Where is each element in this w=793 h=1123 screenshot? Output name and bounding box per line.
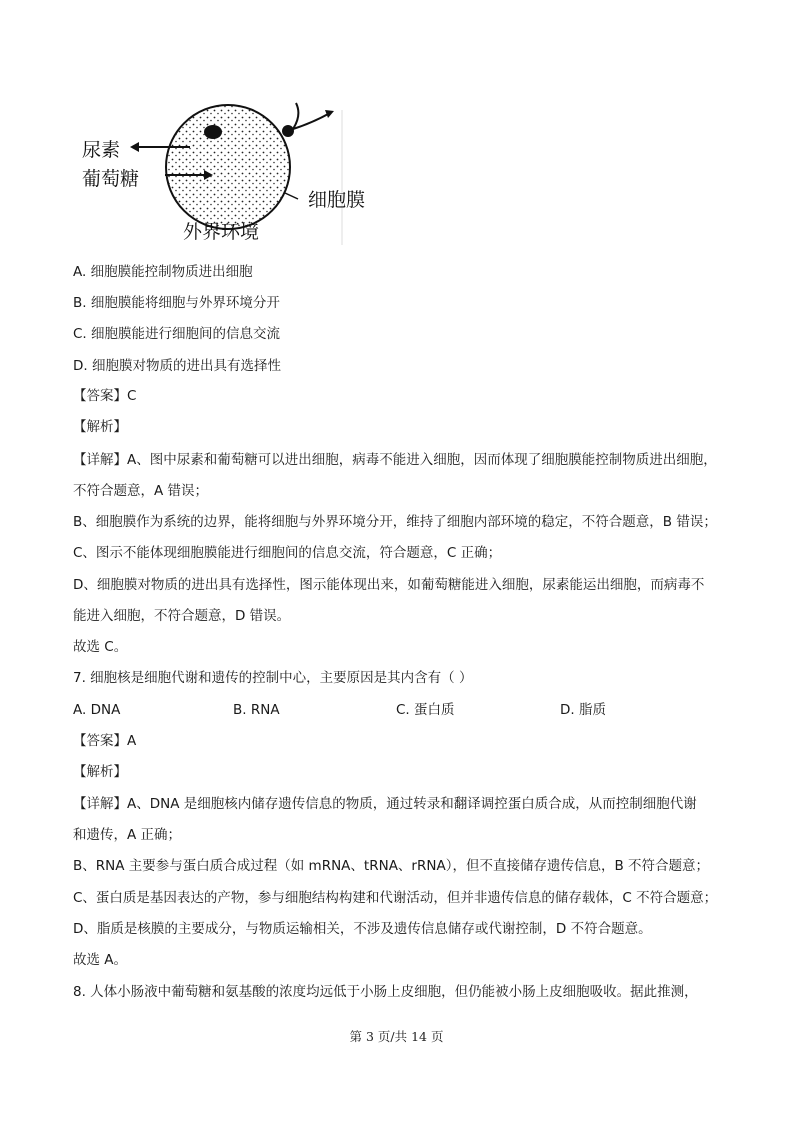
urea-arrow-head (130, 142, 139, 152)
label-glucose: 葡萄糖 (82, 168, 140, 190)
label-membrane: 细胞膜 (308, 189, 366, 211)
q6-analysis-heading: 【解析】 (73, 419, 127, 435)
q7-analysis-heading: 【解析】 (73, 764, 127, 780)
q6-detail-line: 不符合题意，A 错误； (73, 483, 209, 499)
q7-detail-line: 【详解】A、DNA 是细胞核内储存遗传信息的物质，通过转录和翻译调控蛋白质合成，从而控制细胞代谢 (73, 796, 697, 812)
q7-detail-line: C、蛋白质是基因表达的产物，参与细胞结构构建和代谢活动，但并非遗传信息的储存载体，C 不符合题意； (73, 890, 718, 906)
nucleus (204, 125, 222, 139)
q6-option-b: B. 细胞膜能将细胞与外界环境分开 (73, 295, 280, 311)
cell-body (166, 105, 290, 229)
q6-answer: 【答案】C (73, 388, 137, 404)
q6-detail-line: D、细胞膜对物质的进出具有选择性，图示能体现出来，如葡萄糖能进入细胞，尿素能运出细胞，而病毒不 (73, 577, 705, 593)
label-environment: 外界环境 (183, 221, 260, 243)
q6-detail-line: 【详解】A、图中尿素和葡萄糖可以进出细胞，病毒不能进入细胞，因而体现了细胞膜能控制物质进出细胞， (73, 452, 717, 468)
cell-membrane-figure (80, 95, 370, 250)
q7-option-d: D. 脂质 (560, 702, 606, 718)
q6-option-c: C. 细胞膜能进行细胞间的信息交流 (73, 326, 281, 342)
q7-stem: 7. 细胞核是细胞代谢和遗传的控制中心，主要原因是其内含有（ ） (73, 670, 473, 686)
q7-detail-line: 和遗传，A 正确； (73, 827, 182, 843)
page-footer: 第 3 页/共 14 页 (349, 1029, 444, 1044)
q7-conclusion: 故选 A。 (73, 952, 128, 968)
q6-detail-line: C、图示不能体现细胞膜能进行细胞间的信息交流，符合题意，C 正确； (73, 545, 502, 561)
q7-answer: 【答案】A (73, 733, 137, 749)
q7-option-b: B. RNA (233, 702, 280, 718)
q6-detail-line: B、细胞膜作为系统的边界，能将细胞与外界环境分开，维持了细胞内部环境的稳定，不符合题意，B 错误； (73, 514, 717, 530)
virus (282, 125, 294, 137)
q7-option-a: A. DNA (73, 702, 121, 718)
q7-detail-line: D、脂质是核膜的主要成分，与物质运输相关，不涉及遗传信息储存或代谢控制，D 不符合题意。 (73, 921, 652, 937)
q7-option-c: C. 蛋白质 (396, 702, 455, 718)
q6-detail-line: 能进入细胞，不符合题意，D 错误。 (73, 608, 291, 624)
q7-detail-line: B、RNA 主要参与蛋白质合成过程（如 mRNA、tRNA、rRNA），但不直接储存遗传信息，B 不符合题意； (73, 858, 709, 874)
q8-stem: 8. 人体小肠液中葡萄糖和氨基酸的浓度均远低于小肠上皮细胞，但仍能被小肠上皮细胞吸收。据此推测， (73, 984, 698, 1000)
label-urea: 尿素 (82, 139, 121, 161)
q6-option-d: D. 细胞膜对物质的进出具有选择性 (73, 358, 281, 374)
q6-conclusion: 故选 C。 (73, 639, 128, 655)
q6-option-a: A. 细胞膜能控制物质进出细胞 (73, 264, 253, 280)
